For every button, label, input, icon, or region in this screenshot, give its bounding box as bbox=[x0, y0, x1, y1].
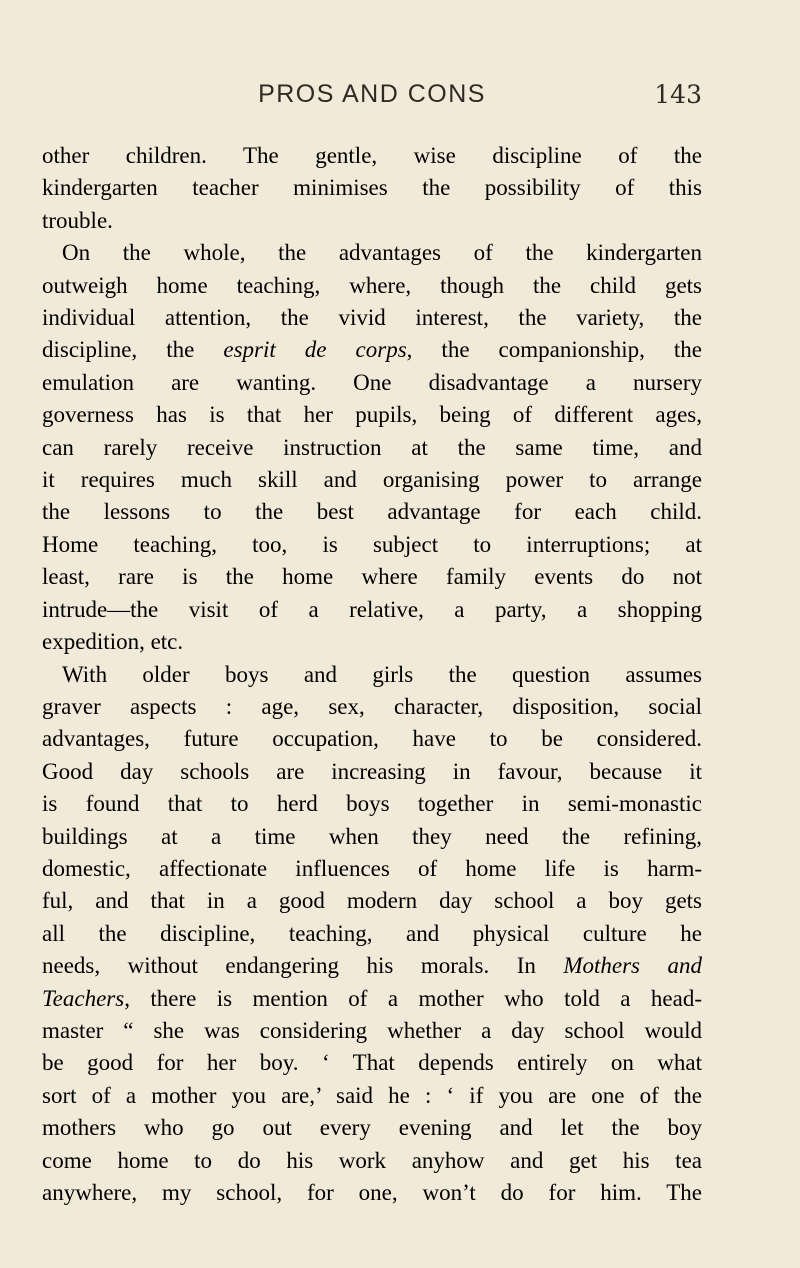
body-text bbox=[42, 140, 702, 1209]
text-line: other children. The gentle, wise discipline of the bbox=[42, 143, 702, 168]
text-line: be good for her boy. ‘ That depends entirely on what bbox=[42, 1050, 702, 1076]
text-line: kindergarten teacher minimises the possibility of this bbox=[42, 175, 702, 201]
text-line: least, rare is the home where family events do not bbox=[42, 564, 702, 590]
text-line: come home to do his work anyhow and get his tea bbox=[42, 1147, 702, 1173]
text-line: individual attention, the vivid interest, the variety, the bbox=[42, 305, 702, 331]
running-title: PROS AND CONS bbox=[258, 80, 486, 108]
text-line: the lessons to the best advantage for each child. bbox=[42, 499, 702, 525]
text-line: emulation are wanting. One disadvantage a nursery bbox=[42, 369, 702, 395]
text-line: expedition, etc. bbox=[42, 629, 184, 655]
text-line: intrude—the visit of a relative, a party, a shopping bbox=[42, 596, 702, 622]
text-line: Teachers, there is mention of a mother who told a head- bbox=[42, 985, 702, 1011]
text-line: all the discipline, teaching, and physical culture he bbox=[42, 920, 702, 946]
text-line: needs, without endangering his morals. In Mothers and bbox=[42, 953, 702, 979]
text-line: Good day schools are increasing in favour, because it bbox=[42, 758, 702, 784]
text-line: advantages, future occupation, have to be considered. bbox=[42, 726, 702, 752]
text-line: domestic, affectionate influences of home life is harm- bbox=[42, 855, 702, 881]
text-line: ful, and that in a good modern day school a boy gets bbox=[42, 888, 702, 914]
text-line: master “ she was considering whether a day school would bbox=[42, 1017, 702, 1043]
italic-title: Teachers bbox=[42, 985, 125, 1011]
text-line: buildings at a time when they need the refining, bbox=[42, 823, 702, 849]
italic-title: Mothers and bbox=[563, 953, 702, 979]
text-line: anywhere, my school, for one, won’t do for him. The bbox=[42, 1180, 702, 1205]
page-number: 143 bbox=[654, 80, 702, 109]
text-line: is found that to herd boys together in semi-monastic bbox=[42, 791, 702, 817]
text-line: it requires much skill and organising power to arrange bbox=[42, 467, 702, 493]
text-line: On the whole, the advantages of the kindergarten bbox=[62, 240, 702, 266]
text-line: trouble. bbox=[42, 207, 113, 233]
text-line: outweigh home teaching, where, though the child gets bbox=[42, 272, 702, 298]
text-line: can rarely receive instruction at the same time, and bbox=[42, 434, 702, 460]
italic-phrase: esprit de corps bbox=[223, 337, 407, 363]
text-line: With older boys and girls the question assumes bbox=[62, 661, 702, 687]
text-line: graver aspects : age, sex, character, disposition, social bbox=[42, 693, 702, 719]
text-line: discipline, the esprit de corps, the companionship, the bbox=[42, 337, 702, 363]
text-line: mothers who go out every evening and let the boy bbox=[42, 1115, 702, 1141]
text-line: sort of a mother you are,’ said he : ‘ if you are one of the bbox=[42, 1082, 702, 1108]
text-line: governess has is that her pupils, being of different ages, bbox=[42, 402, 702, 428]
running-head bbox=[42, 80, 702, 118]
text-line: Home teaching, too, is subject to interruptions; at bbox=[42, 531, 702, 557]
